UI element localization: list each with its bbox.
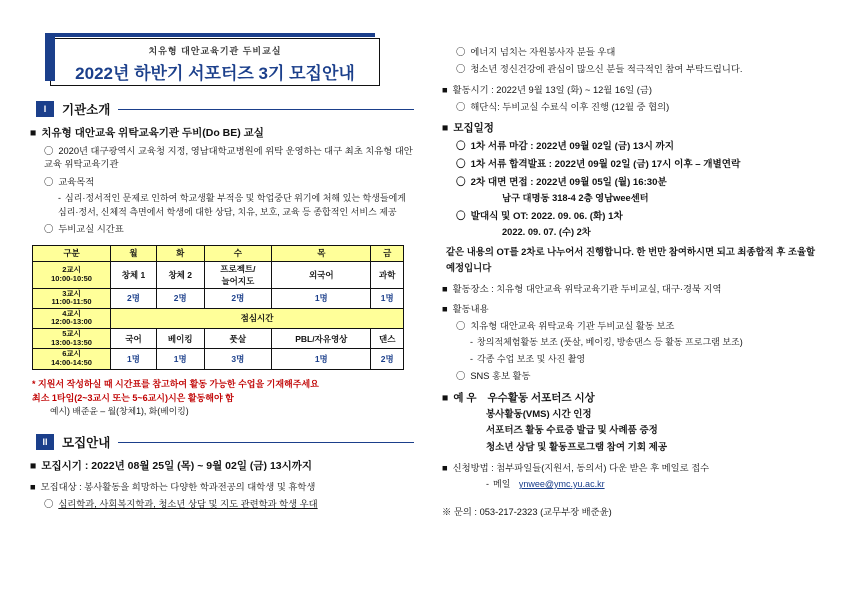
dash-bullet-icon: - [58, 193, 61, 204]
activity-period-sub-row [456, 101, 820, 114]
org-purpose-text-row [58, 192, 414, 219]
square-bullet-icon: ■ [442, 283, 448, 294]
section-header-org [36, 100, 414, 118]
timetable-cell: 2명 [371, 349, 404, 369]
apply-mail-link[interactable]: ynwee@ymc.yu.ac.kr [518, 479, 605, 489]
square-bullet-icon: ■ [442, 303, 448, 314]
circle-bullet-icon: 〇 [44, 145, 54, 156]
timetable-cell: 국어 [111, 329, 157, 349]
org-heading-row [30, 126, 414, 141]
activity-item-0-row [456, 320, 820, 333]
timetable-cell: 1명 [111, 349, 157, 369]
activity-period: 활동시기 : 2022년 9월 13일 (화) ~ 12월 16일 (금) [452, 84, 652, 95]
activity-item-1-row [456, 370, 820, 383]
circle-bullet-icon: 〇 [456, 141, 466, 153]
circle-bullet-icon: 〇 [456, 64, 466, 75]
banner-left-accent [45, 33, 55, 81]
timetable-hour-cell: 2교시 10:00-10:50 [33, 261, 111, 288]
banner-subtitle: 치유형 대안교육기관 두비교실 [148, 46, 282, 56]
left-column [28, 0, 414, 513]
note-line-2: 최소 1타임(2~3교시 또는 5~6교시)시은 활동해야 함 [32, 392, 234, 403]
square-bullet-icon: ■ [30, 481, 36, 492]
schedule-ot-second: 2022. 09. 07. (수) 2차 [502, 226, 591, 237]
right-column [440, 0, 820, 522]
timetable-hour-cell: 6교시 14:00-14:50 [33, 349, 111, 369]
timetable [32, 245, 404, 370]
section-header-recruit [36, 433, 414, 451]
square-bullet-icon: ■ [30, 460, 37, 473]
square-bullet-icon: ■ [442, 462, 448, 473]
square-bullet-icon: ■ [442, 122, 449, 135]
activity-sub-0-row [470, 336, 820, 350]
table-row [33, 349, 404, 369]
circle-bullet-icon: 〇 [456, 101, 466, 112]
benefits-item-1: 봉사활동(VMS) 시간 인정 [486, 409, 592, 421]
timetable-cell: 2명 [156, 288, 204, 308]
timetable-col-0: 구분 [33, 245, 111, 261]
schedule-item-2: 2차 대면 면접 : 2022년 09월 05일 (월) 16:30분 [470, 176, 667, 188]
timetable-col-2: 화 [156, 245, 204, 261]
recruit-target-sub2: 에너지 넘치는 자원봉사자 분들 우대 [470, 47, 616, 57]
circle-bullet-icon: 〇 [456, 47, 466, 57]
section-title-org: 기관소개 [62, 103, 111, 117]
square-bullet-icon: ■ [442, 84, 448, 95]
timetable-hour-cell: 3교시 11:00-11:50 [33, 288, 111, 308]
contact-row [442, 506, 820, 519]
timetable-cell: 풋살 [204, 329, 272, 349]
org-desc: 2020년 대구광역시 교육청 지정, 영남대학교병원에 위탁 운영하는 대구 최초 치유형 대안교육 위탁교육기관 [44, 145, 413, 170]
circle-bullet-icon: 〇 [456, 210, 466, 222]
timetable-header-row [33, 245, 404, 261]
schedule-item-0-row [456, 140, 820, 154]
apply-mail-label: 메일 [493, 479, 511, 489]
timetable-cell: 프로젝트/ 늘어지도 [204, 261, 272, 288]
timetable-cell: 1명 [371, 288, 404, 308]
dash-bullet-icon: - [486, 479, 489, 489]
note-line-3: 예시) 배준윤 – 월(창체1), 화(베이킹) [50, 406, 189, 417]
schedule-ot-note: 같은 내용의 OT를 2차로 나누어서 진행합니다. 한 번만 참여하시면 되고 최종합적 후 조율할 예정입니다 [446, 245, 816, 273]
activity-period-sub: 해단식: 두비교실 수료식 이후 진행 (12월 중 협의) [470, 101, 670, 112]
recruit-target-sub-row [44, 498, 414, 511]
circle-bullet-icon: 〇 [456, 320, 466, 331]
timetable-cell: 1명 [156, 349, 204, 369]
circle-bullet-icon: 〇 [44, 498, 54, 509]
schedule-item-3: 발대식 및 OT: 2022. 09. 06. (화) 1차 [470, 210, 623, 222]
activity-item-1: SNS 홍보 활동 [470, 371, 531, 382]
timetable-cell: 3명 [204, 349, 272, 369]
activity-place: 활동장소 : 치유형 대안교육 위탁교육기관 두비교실, 대구·경북 지역 [452, 283, 722, 294]
table-row [33, 288, 404, 308]
activity-place-row [442, 283, 820, 296]
timetable-cell: 외국어 [272, 261, 371, 288]
apply-label-row [442, 462, 820, 475]
square-bullet-icon: ■ [30, 127, 37, 139]
recruit-target-sub: 심리학과, 사회복지학과, 청소년 상담 및 지도 관련학과 학생 우대 [58, 498, 318, 509]
table-row [33, 308, 404, 328]
timetable-cell: 1명 [272, 349, 371, 369]
timetable-col-3: 수 [204, 245, 272, 261]
timetable-hour-cell: 4교시 12:00-13:00 [33, 308, 111, 328]
circle-bullet-icon: 〇 [456, 176, 466, 188]
timetable-cell: 창체 2 [156, 261, 204, 288]
banner-title: 2022년 하반기 서포터즈 3기 모집안내 [75, 64, 355, 83]
banner-top-accent [45, 33, 375, 37]
section-number-2: II [36, 434, 54, 450]
table-row [33, 329, 404, 349]
timetable-cell: 창체 1 [111, 261, 157, 288]
schedule-label: 모집일정 [453, 122, 494, 135]
org-purpose-label: 교육목적 [58, 176, 95, 187]
application-note [32, 378, 414, 420]
org-timetable-row [44, 223, 414, 236]
activity-content-label: 활동내용 [452, 303, 489, 314]
circle-bullet-icon: 〇 [456, 371, 466, 382]
section-number-1: I [36, 101, 54, 117]
dash-bullet-icon: - [470, 353, 473, 364]
timetable-cell: 2명 [111, 288, 157, 308]
timetable-cell: PBL/자유영상 [272, 329, 371, 349]
timetable-cell: 과학 [371, 261, 404, 288]
org-timetable-label: 두비교실 시간표 [58, 224, 124, 235]
schedule-place: 남구 대명동 318-4 2층 영남wee센터 [502, 192, 649, 203]
org-desc-row [44, 145, 414, 172]
section-title-recruit: 모집안내 [62, 436, 111, 451]
recruit-period: 모집시기 : 2022년 08월 25일 (목) ~ 9월 02일 (금) 13시까지 [41, 460, 313, 473]
section-rule [118, 442, 414, 443]
timetable-col-5: 금 [371, 245, 404, 261]
schedule-item-0: 1차 서류 마감 : 2022년 09월 02일 (금) 13시 까지 [470, 141, 675, 153]
timetable-col-4: 목 [272, 245, 371, 261]
recruit-target-sub3: 청소년 정신건강에 관심이 많으신 분들 적극적인 참여 부탁드립니다. [470, 64, 743, 75]
timetable-hour-cell: 5교시 13:00-13:50 [33, 329, 111, 349]
circle-bullet-icon: 〇 [456, 159, 466, 171]
contact-text: ※ 문의 : 053-217-2323 (교무부장 배준윤) [442, 506, 612, 517]
timetable-cell: 베이킹 [156, 329, 204, 349]
timetable-cell: 댄스 [371, 329, 404, 349]
benefits-item-2: 서포터즈 활동 수료증 발급 및 사례품 증정 [486, 425, 658, 437]
timetable-body [33, 261, 404, 369]
activity-content-row [442, 303, 820, 316]
timetable-cell: 1명 [272, 288, 371, 308]
activity-sub-1-row [470, 353, 820, 367]
org-purpose-text: 심리·정서적인 문제로 인하여 학교생활 부적응 및 학업중단 위기에 처해 있는 학생들에게 심리·정서, 신체적 측면에서 학생에 대한 상담, 치유, 보호, 교육 등 종합적인 서비스 제공 [58, 193, 406, 217]
title-banner [50, 38, 380, 86]
benefits-item-3: 청소년 상담 및 활동프로그램 참여 기회 제공 [486, 441, 668, 453]
schedule-item-3-row [456, 210, 820, 224]
activity-sub-1: 각종 수업 보조 및 사진 촬영 [477, 353, 586, 364]
timetable-cell: 2명 [204, 288, 272, 308]
timetable-col-1: 월 [111, 245, 157, 261]
org-purpose-row [44, 176, 414, 189]
benefits-label: 예 우 [453, 391, 477, 404]
recruit-target-row [30, 481, 414, 494]
section-rule [118, 109, 414, 110]
schedule-item-1: 1차 서류 합격발표 : 2022년 09월 02일 (금) 17시 이후 – 개별연락 [470, 159, 741, 171]
timetable-lunch-cell: 점심시간 [111, 308, 404, 328]
circle-bullet-icon: 〇 [44, 224, 54, 235]
org-heading: 치유형 대안교육 위탁교육기관 두비(Do BE) 교실 [41, 127, 264, 139]
recruit-target-sub3-row [456, 63, 820, 76]
apply-label: 신청방법 : 첨부파일들(지원서, 동의서) 다운 받은 후 메일로 접수 [452, 462, 710, 473]
activity-sub-0: 창의적체험활동 보조 (풋살, 베이킹, 방송댄스 등 활동 프로그램 보조) [477, 337, 743, 348]
activity-item-0: 치유형 대안교육 위탁교육 기관 두비교실 활동 보조 [470, 320, 675, 331]
recruit-target: 모집대상 : 봉사활동을 희망하는 다양한 학과전공의 대학생 및 휴학생 [40, 481, 316, 492]
square-bullet-icon: ■ [442, 391, 449, 404]
schedule-item-1-row [456, 158, 820, 172]
circle-bullet-icon: 〇 [44, 176, 54, 187]
apply-mail-row [486, 478, 820, 492]
schedule-label-row [442, 121, 820, 136]
recruit-target-sub2-row [456, 46, 820, 59]
activity-period-row [442, 84, 820, 97]
recruit-period-row [30, 459, 414, 474]
dash-bullet-icon: - [470, 337, 473, 348]
benefits-label-row [442, 391, 820, 406]
schedule-item-2-row [456, 176, 820, 190]
table-row [33, 261, 404, 288]
benefits-item-0: 우수활동 서포터즈 시상 [487, 391, 595, 404]
note-line-1: * 지원서 작성하실 때 시간표를 참고하여 활동 가능한 수업을 기재해주세요 [32, 378, 319, 389]
